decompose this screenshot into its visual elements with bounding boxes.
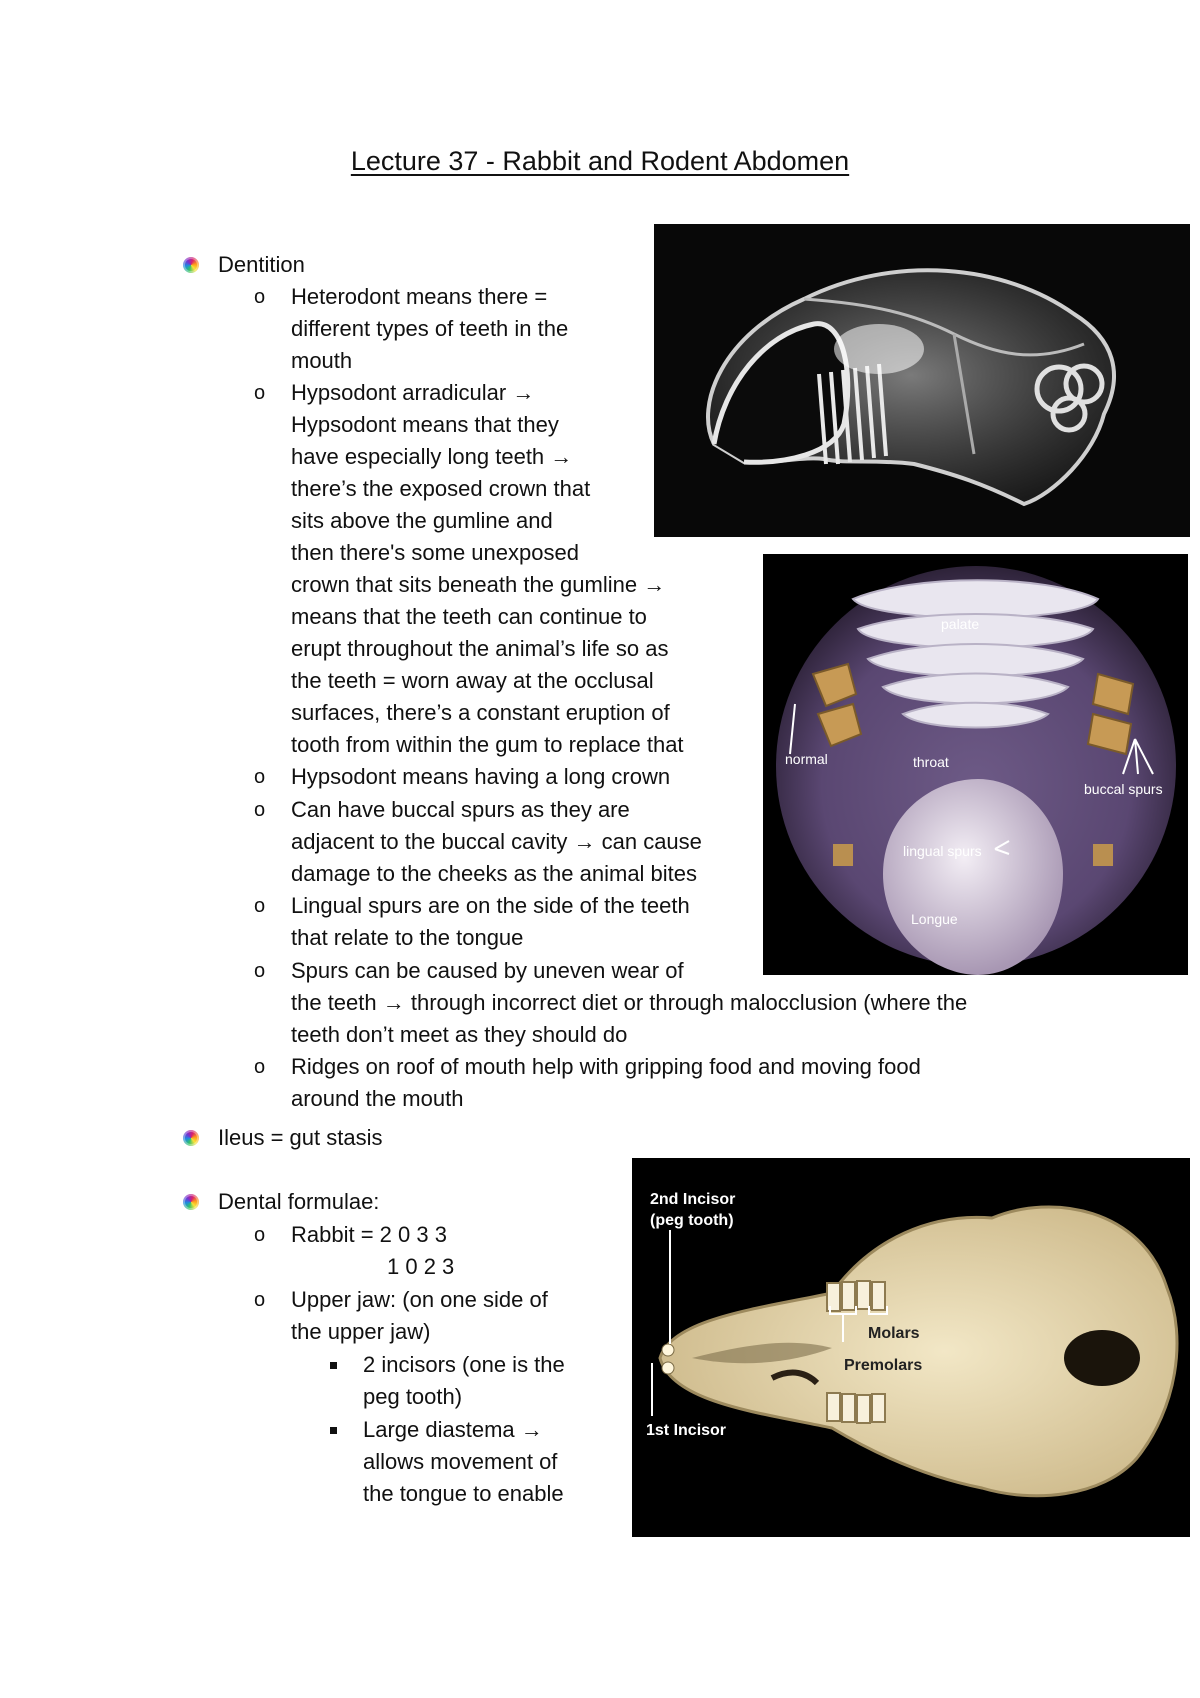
text-line: damage to the cheeks as the animal bites	[291, 861, 698, 886]
sub-bullet-icon: o	[254, 1289, 266, 1311]
label-peg-tooth: (peg tooth)	[650, 1212, 734, 1229]
text-line: Lingual spurs are on the side of the teeth	[291, 893, 690, 918]
text-line: Heterodont means there =	[291, 284, 548, 309]
text-line: means that the teeth can continue to	[291, 604, 647, 629]
label-2nd-incisor: 2nd Incisor	[650, 1191, 736, 1208]
section-heading-dental-formulae: Dental formulae:	[218, 1189, 380, 1214]
label-lingual-spurs: lingual spurs	[903, 843, 982, 859]
bullet-icon	[183, 1130, 199, 1146]
text-line: Hypsodont arradicular →	[291, 380, 535, 405]
text-line: allows movement of	[363, 1449, 558, 1474]
text-line: peg tooth)	[363, 1384, 463, 1409]
label-1st-incisor: 1st Incisor	[646, 1422, 727, 1439]
square-bullet-icon	[330, 1427, 337, 1434]
sub-bullet-icon: o	[254, 895, 266, 917]
text-line: the teeth → through incorrect diet or through malocclusion (where the	[291, 990, 968, 1015]
text-line: Hypsodont means that they	[291, 412, 559, 437]
text-line: Spurs can be caused by uneven wear of	[291, 958, 684, 983]
text-line: erupt throughout the animal’s life so as	[291, 636, 669, 661]
text-line: different types of teeth in the	[291, 316, 569, 341]
sub-bullet-icon: o	[254, 1056, 266, 1078]
sub-bullet-icon: o	[254, 766, 266, 788]
text-line: sits above the gumline and	[291, 508, 553, 533]
label-premolars: Premolars	[844, 1357, 923, 1374]
text-line: tooth from within the gum to replace that	[291, 732, 684, 757]
sub-bullet-icon: o	[254, 799, 266, 821]
page-title: Lecture 37 - Rabbit and Rodent Abdomen	[350, 146, 850, 176]
text-line: the tongue to enable	[363, 1481, 564, 1506]
oral-cavity-image	[763, 554, 1188, 975]
text-line: Rabbit = 2 0 3 3	[291, 1222, 447, 1247]
section-heading-dentition: Dentition	[218, 252, 305, 277]
sub-bullet-icon: o	[254, 960, 266, 982]
text-line: the upper jaw)	[291, 1319, 431, 1344]
sub-bullet-icon: o	[254, 382, 266, 404]
sub-bullet-icon: o	[254, 286, 266, 308]
text-line: around the mouth	[291, 1086, 464, 1111]
text-line: Upper jaw: (on one side of	[291, 1287, 548, 1312]
bullet-icon	[183, 1194, 199, 1210]
text-line: Hypsodont means having a long crown	[291, 764, 671, 789]
label-normal: normal	[785, 751, 828, 767]
text-line: Can have buccal spurs as they are	[291, 797, 630, 822]
square-bullet-icon	[330, 1362, 337, 1369]
bullet-icon	[183, 257, 199, 273]
text-line: 2 incisors (one is the	[363, 1352, 565, 1377]
sub-bullet-icon: o	[254, 1224, 266, 1246]
text-line: 1 0 2 3	[387, 1254, 455, 1279]
text-line: that relate to the tongue	[291, 925, 524, 950]
text-line: adjacent to the buccal cavity → can cause	[291, 829, 702, 854]
text-line: teeth don’t meet as they should do	[291, 1022, 628, 1047]
skull-xray-image	[654, 224, 1190, 537]
label-buccal-spurs: buccal spurs	[1084, 781, 1163, 797]
skull-ventral-image	[632, 1158, 1190, 1537]
label-throat: throat	[913, 754, 949, 770]
text-line: there’s the exposed crown that	[291, 476, 591, 501]
label-molars: Molars	[868, 1325, 920, 1342]
label-tongue: Longue	[911, 911, 958, 927]
text-line: have especially long teeth →	[291, 444, 573, 469]
label-palate: palate	[941, 616, 980, 632]
text-line: Ridges on roof of mouth help with gripping food and moving food	[291, 1054, 921, 1079]
text-line: crown that sits beneath the gumline →	[291, 572, 666, 597]
section-heading-ileus: Ileus = gut stasis	[218, 1125, 383, 1150]
text-line: then there's some unexposed	[291, 540, 579, 565]
text-line: surfaces, there’s a constant eruption of	[291, 700, 670, 725]
text-line: mouth	[291, 348, 353, 373]
text-line: Large diastema →	[363, 1417, 543, 1442]
text-line: the teeth = worn away at the occlusal	[291, 668, 654, 693]
